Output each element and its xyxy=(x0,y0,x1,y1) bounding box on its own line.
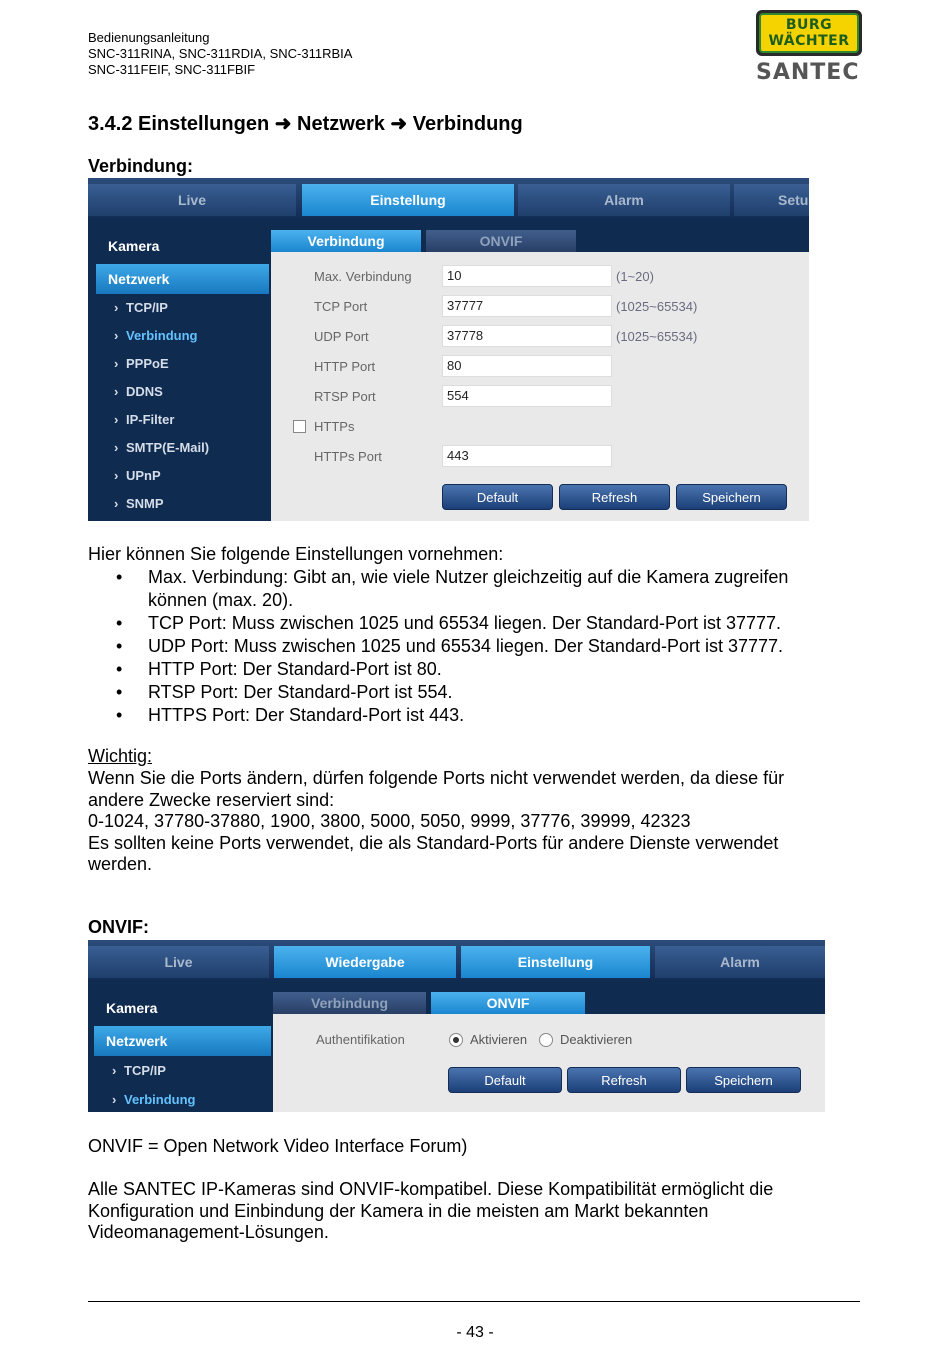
brand-logo xyxy=(756,10,864,85)
sub-tab-bar xyxy=(271,218,809,252)
sidebar-item-netzwerk[interactable]: Netzwerk xyxy=(94,1026,271,1056)
onvif-definition: ONVIF = Open Network Video Interface Forum) xyxy=(88,1136,468,1156)
onvif-screenshot xyxy=(88,940,825,1112)
authentifikation-label: Authentifikation xyxy=(316,1032,405,1047)
aktivieren-radio[interactable] xyxy=(449,1033,463,1047)
wichtig-line: andere Zwecke reserviert sind: xyxy=(88,790,335,810)
sidebar-item-snmp[interactable] xyxy=(114,496,164,511)
doc-title: Bedienungsanleitung xyxy=(88,30,210,45)
speichern-button[interactable]: Speichern xyxy=(676,484,787,510)
tab-live[interactable]: Live xyxy=(88,184,296,216)
section-title: 3.4.2 Einstellungen ➜ Netzwerk ➜ Verbindung xyxy=(88,113,523,135)
intro-text: Hier können Sie folgende Einstellungen vornehmen: xyxy=(88,544,504,564)
tab-onvif[interactable]: ONVIF xyxy=(431,992,585,1014)
udp-port-label: UDP Port xyxy=(314,329,369,344)
rtsp-port-label: RTSP Port xyxy=(314,389,376,404)
sidebar-item-label: TCP/IP xyxy=(126,300,168,315)
tcp-port-range: (1025~65534) xyxy=(616,299,698,314)
sidebar-item-tcpip[interactable] xyxy=(112,1063,166,1078)
page-number: - 43 - xyxy=(456,1324,494,1341)
rtsp-port-input[interactable]: 554 xyxy=(442,385,612,407)
chevron-right-icon: › xyxy=(112,1092,117,1107)
chevron-right-icon: › xyxy=(114,496,119,511)
tab-live[interactable]: Live xyxy=(88,946,269,978)
sidebar-item-label: PPPoE xyxy=(126,356,169,371)
chevron-right-icon: › xyxy=(114,384,119,399)
tab-alarm[interactable]: Alarm xyxy=(518,184,730,216)
onvif-heading: ONVIF: xyxy=(88,917,149,937)
top-nav-bar xyxy=(88,178,809,218)
sidebar-head-kamera[interactable]: Kamera xyxy=(106,1000,158,1016)
closing-line: Konfiguration und Einbindung der Kamera in die meisten am Markt bekannten xyxy=(88,1201,709,1221)
sidebar-item-label: Verbindung xyxy=(124,1092,196,1107)
sidebar-item-smtp[interactable] xyxy=(114,440,209,455)
model-list-1: SNC-311RINA, SNC-311RDIA, SNC-311RBIA xyxy=(88,46,353,61)
verbindung-heading: Verbindung: xyxy=(88,156,193,176)
max-verbindung-range: (1~20) xyxy=(616,269,654,284)
max-verbindung-input[interactable]: 10 xyxy=(442,265,612,287)
wichtig-line: Wenn Sie die Ports ändern, dürfen folgende Ports nicht verwendet werden, da diese für xyxy=(88,768,785,788)
tab-verbindung[interactable]: Verbindung xyxy=(273,992,426,1014)
sub-tab-bar xyxy=(273,980,825,1014)
footer-divider xyxy=(88,1301,860,1302)
max-verbindung-label: Max. Verbindung xyxy=(314,269,412,284)
closing-line: Videomanagement-Lösungen. xyxy=(88,1222,329,1242)
sidebar-item-verbindung[interactable] xyxy=(114,328,198,343)
tcp-port-input[interactable]: 37777 xyxy=(442,295,612,317)
refresh-button[interactable]: Refresh xyxy=(559,484,670,510)
tab-wiedergabe[interactable]: Wiedergabe xyxy=(274,946,456,978)
tab-alarm[interactable]: Alarm xyxy=(655,946,825,978)
bullet-item: • HTTPS Port: Der Standard-Port ist 443. xyxy=(88,704,848,727)
wichtig-line: werden. xyxy=(88,854,153,874)
chevron-right-icon: › xyxy=(114,440,119,455)
sidebar-item-ddns[interactable] xyxy=(114,384,163,399)
https-port-label: HTTPs Port xyxy=(314,449,382,464)
deaktivieren-radio[interactable] xyxy=(539,1033,553,1047)
udp-port-range: (1025~65534) xyxy=(616,329,698,344)
sidebar-item-label: SNMP xyxy=(126,496,164,511)
bullet-item: • RTSP Port: Der Standard-Port ist 554. xyxy=(88,681,848,704)
logo-text-waechter: WÄCHTER xyxy=(768,33,850,49)
sidebar-item-label: Verbindung xyxy=(126,328,198,343)
tab-einstellung[interactable]: Einstellung xyxy=(302,184,514,216)
bullet-item: • TCP Port: Muss zwischen 1025 und 65534 liegen. Der Standard-Port ist 37777. xyxy=(88,612,848,635)
http-port-label: HTTP Port xyxy=(314,359,376,374)
bullet-item: • UDP Port: Muss zwischen 1025 und 65534 liegen. Der Standard-Port ist 37777. xyxy=(88,635,848,658)
chevron-right-icon: › xyxy=(114,356,119,371)
reserved-ports: 0-1024, 37780-37880, 1900, 3800, 5000, 5050, 9999, 37776, 39999, 42323 xyxy=(88,811,691,831)
bullet-item: • Max. Verbindung: Gibt an, wie viele Nutzer gleichzeitig auf die Kamera zugreifen können (max. 20). xyxy=(88,566,848,612)
sidebar-head-kamera[interactable]: Kamera xyxy=(108,238,160,254)
sidebar-item-label: TCP/IP xyxy=(124,1063,166,1078)
settings-bullet-list xyxy=(88,566,848,727)
model-list-2: SNC-311FEIF, SNC-311FBIF xyxy=(88,62,256,77)
sidebar-item-label: DDNS xyxy=(126,384,163,399)
default-button[interactable]: Default xyxy=(448,1067,562,1093)
tab-setup[interactable]: Setu xyxy=(734,184,809,216)
https-checkbox[interactable] xyxy=(293,420,306,433)
tab-onvif[interactable]: ONVIF xyxy=(426,230,576,252)
santec-logo: SANTEC xyxy=(756,60,860,85)
sidebar-item-netzwerk[interactable]: Netzwerk xyxy=(96,264,269,294)
chevron-right-icon: › xyxy=(114,412,119,427)
refresh-button[interactable]: Refresh xyxy=(567,1067,681,1093)
sidebar-item-verbindung[interactable] xyxy=(112,1092,196,1107)
chevron-right-icon: › xyxy=(112,1063,117,1078)
speichern-button[interactable]: Speichern xyxy=(686,1067,801,1093)
chevron-right-icon: › xyxy=(114,300,119,315)
https-label: HTTPs xyxy=(314,419,355,434)
sidebar-item-upnp[interactable] xyxy=(114,468,161,483)
wichtig-line: Es sollten keine Ports verwendet, die als Standard-Ports für andere Dienste verwendet xyxy=(88,833,779,853)
default-button[interactable]: Default xyxy=(442,484,553,510)
sidebar-item-pppoe[interactable] xyxy=(114,356,169,371)
wichtig-label: Wichtig: xyxy=(88,746,153,766)
sidebar-item-label: IP-Filter xyxy=(126,412,175,427)
tcp-port-label: TCP Port xyxy=(314,299,368,314)
chevron-right-icon: › xyxy=(114,328,119,343)
udp-port-input[interactable]: 37778 xyxy=(442,325,612,347)
sidebar-item-label: UPnP xyxy=(126,468,161,483)
closing-line: Alle SANTEC IP-Kameras sind ONVIF-kompatibel. Diese Kompatibilität ermöglicht die xyxy=(88,1179,774,1199)
chevron-right-icon: › xyxy=(114,468,119,483)
tab-einstellung[interactable]: Einstellung xyxy=(461,946,650,978)
aktivieren-label: Aktivieren xyxy=(470,1032,528,1047)
logo-text-burg: BURG xyxy=(785,17,833,33)
verbindung-screenshot xyxy=(88,178,809,521)
sidebar-item-ip-filter[interactable] xyxy=(114,412,174,427)
bullet-item: • HTTP Port: Der Standard-Port ist 80. xyxy=(88,658,848,681)
sidebar xyxy=(88,980,273,1112)
sidebar-item-label: SMTP(E-Mail) xyxy=(126,440,210,455)
top-nav-bar xyxy=(88,940,825,980)
https-port-input[interactable]: 443 xyxy=(442,445,612,467)
settings-form xyxy=(271,252,809,521)
burg-waechter-logo xyxy=(756,10,862,56)
http-port-input[interactable]: 80 xyxy=(442,355,612,377)
sidebar xyxy=(88,218,271,521)
sidebar-item-tcpip[interactable] xyxy=(114,300,168,315)
deaktivieren-label: Deaktivieren xyxy=(560,1032,633,1047)
tab-verbindung[interactable]: Verbindung xyxy=(271,230,421,252)
onvif-form xyxy=(273,1014,825,1112)
